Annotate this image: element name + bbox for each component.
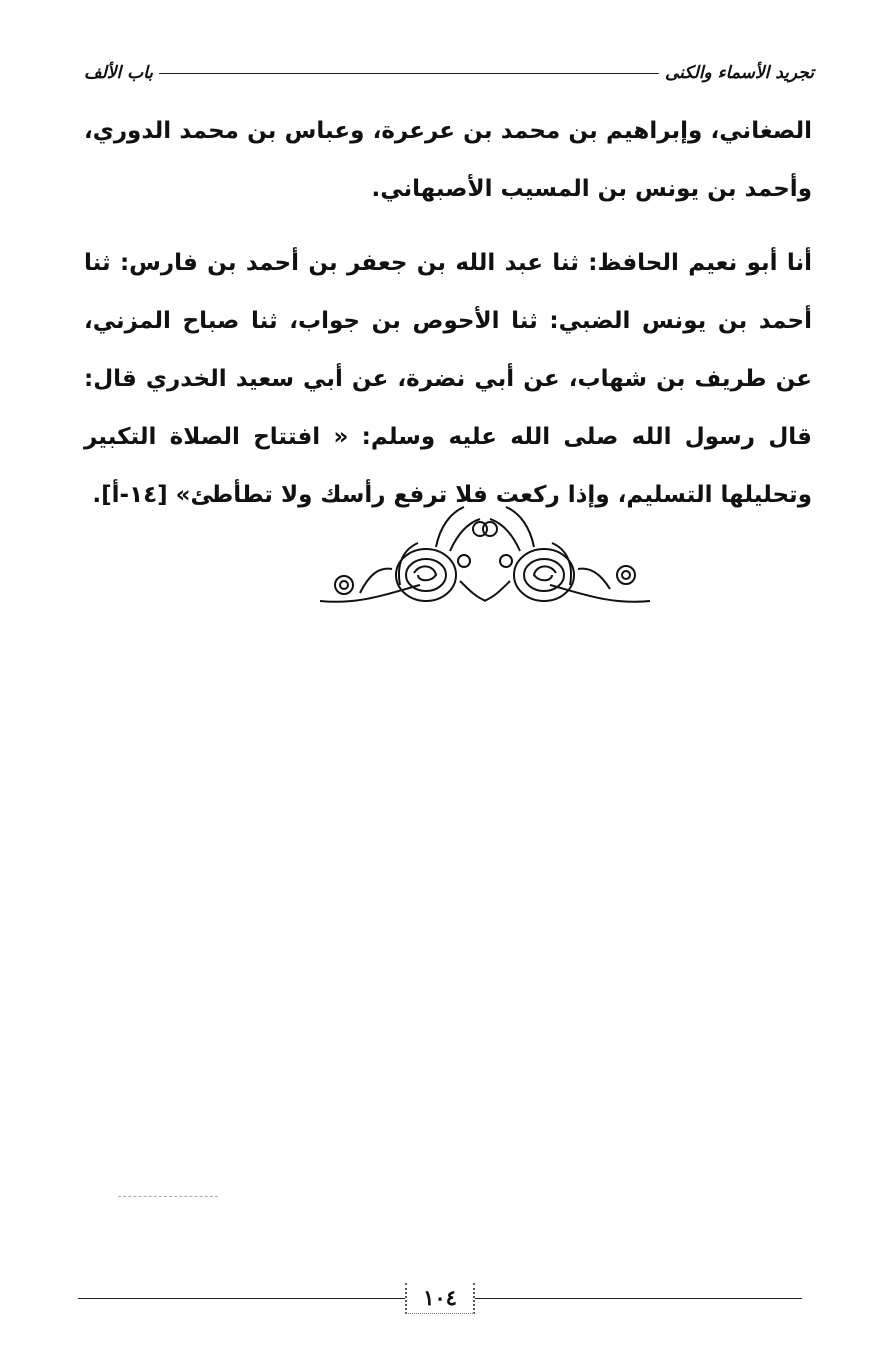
book-title: تجريد الأسماء والكنى xyxy=(664,63,814,83)
footer-rule-right xyxy=(475,1298,802,1299)
page-number: ١٠٤ xyxy=(405,1283,475,1314)
running-header xyxy=(84,58,814,88)
paragraph-1: الصغاني، وإبراهيم بن محمد بن عرعرة، وعباس بن محمد الدوري، وأحمد بن يونس بن المسيب الأصبهاني. xyxy=(84,118,812,202)
scan-specks xyxy=(118,1196,218,1201)
floral-ornament-icon xyxy=(300,493,670,613)
paragraph-2: أنا أبو نعيم الحافظ: ثنا عبد الله بن جعفر بن أحمد بن فارس: ثنا أحمد بن يونس الضبي: ثنا الأحوص بن جواب، ثنا صباح المزني، عن طريف بن شهاب، عن أبي نضرة، عن أبي سعيد الخدري قال: قال رسول الله صلى الله عليه وسلم: « افتتاح الصلاة التكبير وتحليلها التسليم، وإذا ركعت فلا ترفع رأسك ولا تطأطئ» [١٤-أ]. xyxy=(84,250,812,508)
chapter-title: باب الألف xyxy=(84,63,154,83)
footer-rule-left xyxy=(78,1298,405,1299)
header-rule xyxy=(159,73,659,74)
page-footer xyxy=(78,1278,802,1318)
